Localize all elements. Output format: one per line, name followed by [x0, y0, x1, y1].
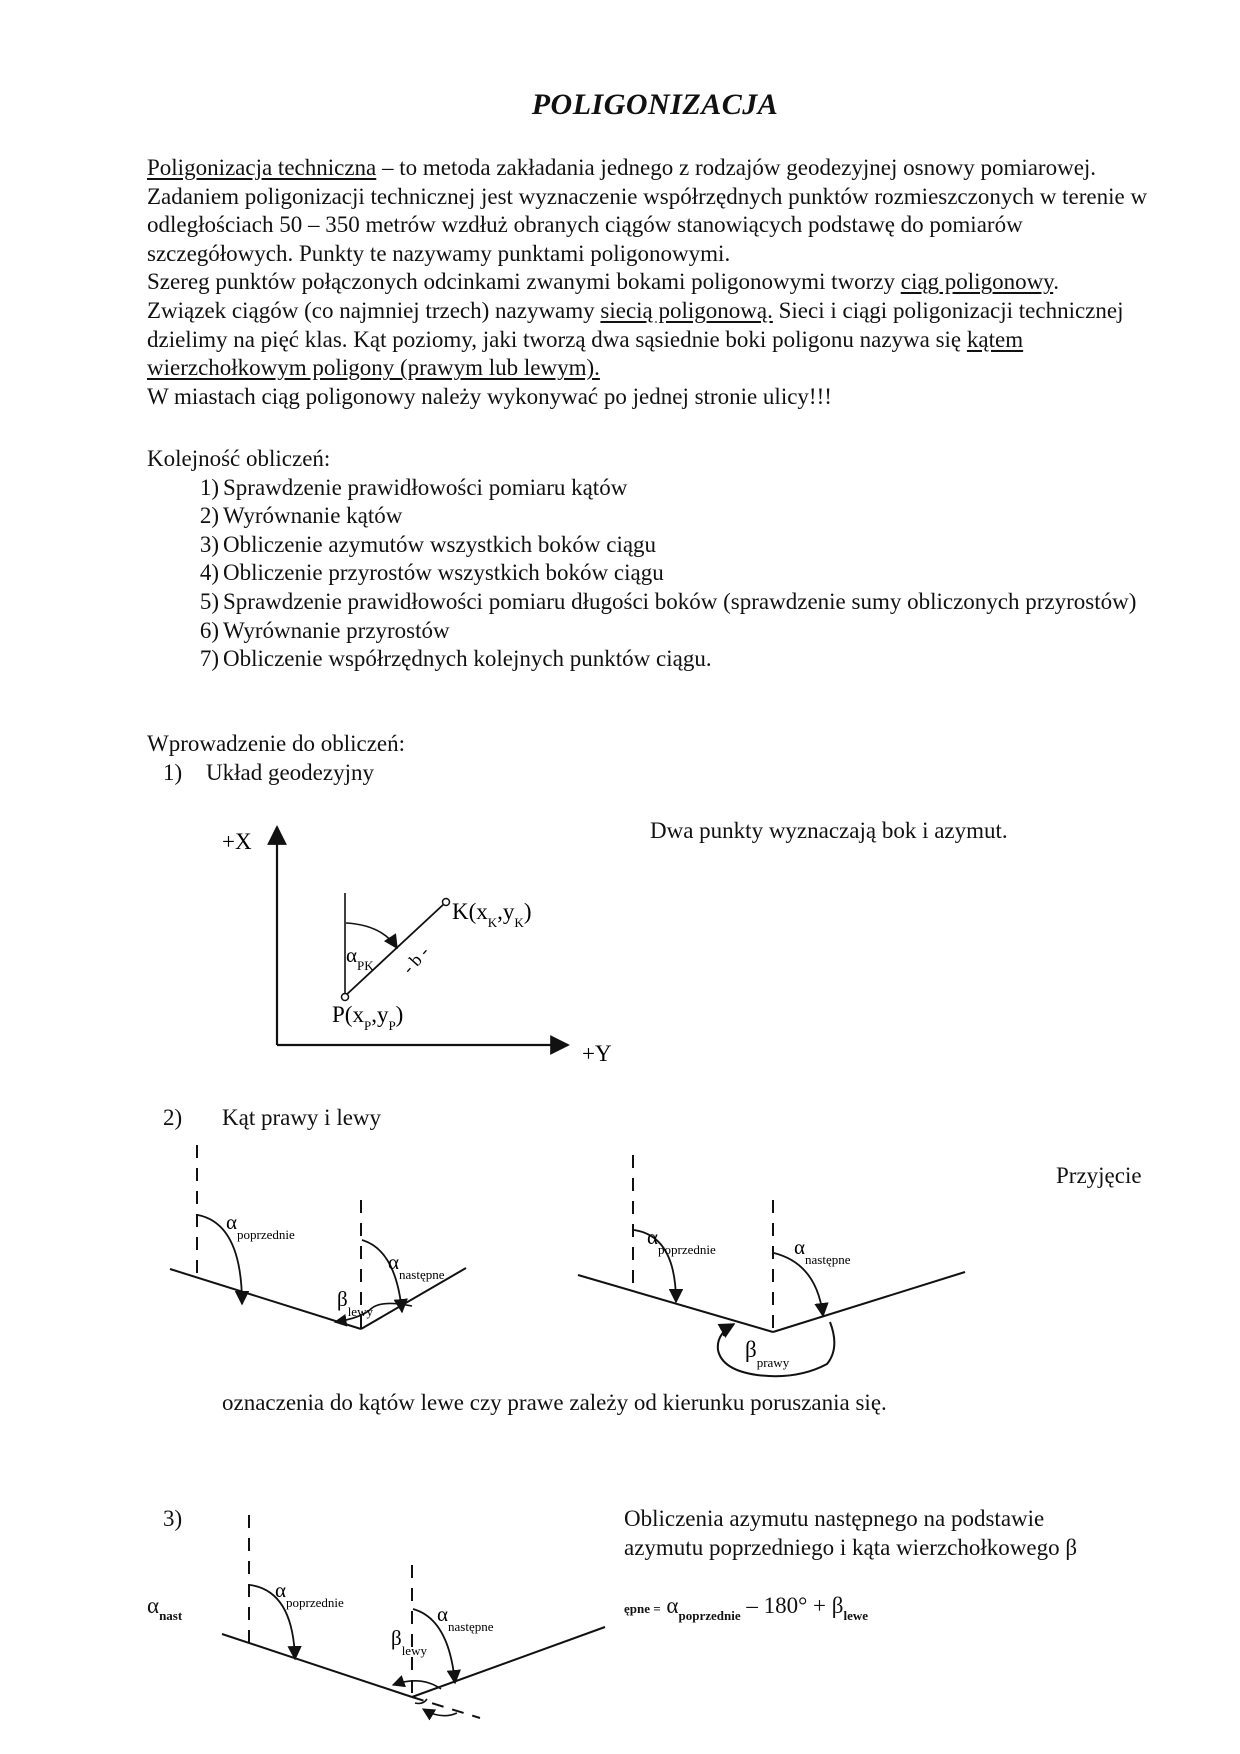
left-angle-diagram: [150, 1140, 470, 1340]
order-item-num: 1): [199, 474, 219, 500]
s1-note: Dwa punkty wyznaczają bok i azymut.: [650, 818, 1008, 843]
s1-num: 1): [163, 760, 183, 785]
s2-note2: oznaczenia do kątów lewe czy prawe zależy od kierunku poruszania się.: [222, 1390, 887, 1415]
page-title: POLIGONIZACJA: [531, 88, 779, 121]
order-item: [147, 474, 1187, 503]
extension-line: [412, 1697, 480, 1718]
point-p-label: $P(x_P,y_P)$: [332, 1002, 404, 1033]
side-pk: [345, 903, 445, 996]
order-item-num: 7): [199, 646, 219, 672]
order-item-text: Sprawdzenie prawidłowości pomiaru długości boków (sprawdzenie sumy obliczonych przyrostów): [223, 588, 1137, 614]
point-p-marker: [342, 994, 349, 1001]
geodetic-coordinate-diagram: [200, 815, 640, 1075]
side-next: [773, 1272, 965, 1332]
order-item-num: 6): [199, 617, 219, 643]
order-item-num: 2): [199, 503, 219, 529]
order-item-text: Obliczenie współrzędnych kolejnych punktów ciągu.: [223, 646, 712, 672]
alpha-nast-symbol: $\alpha_{nast}$: [147, 1593, 183, 1623]
y-axis-label: +Y: [582, 1041, 612, 1066]
order-item-text: Obliczenie przyrostów wszystkich boków ciągu: [223, 560, 664, 586]
alpha-pk: $\alpha_{PK}$: [346, 943, 374, 973]
arc-beta-right-tail: [724, 1326, 730, 1336]
alpha-next-label: $\alpha_{następne}$: [388, 1250, 445, 1282]
order-item-num: 3): [199, 531, 219, 557]
order-list: [147, 474, 1187, 674]
order-item: [147, 645, 1187, 674]
intro-p2: Szereg punktów połączonych odcinkami zwanymi bokami poligonowymi tworzy ciąg poligonowy.: [147, 269, 1059, 295]
s2-num: 2): [163, 1105, 183, 1130]
term-kat: kątem wierzchołkowym poligony (prawym lub lewym).: [147, 326, 1024, 381]
alpha-next-label: $\alpha_{następne}$: [437, 1602, 494, 1634]
order-item-text: Wyrównanie przyrostów: [223, 617, 450, 643]
s3-num: 3): [163, 1506, 183, 1531]
s2-note1: Przyjęcie: [1056, 1163, 1142, 1188]
point-k-marker: [443, 899, 450, 906]
beta-left-label: $\beta_{lewy}$: [391, 1626, 427, 1658]
x-axis-label: +X: [222, 829, 252, 854]
intro-p1: Poligonizacja techniczna – to metoda zakładania jednego z rodzajów geodezyjnej osnowy pomiarowej. Zadaniem poligonizacji technicznej jest wyznaczenie współrzędnych punktów rozmieszczonych w terenie w odległościach 50 – 350 metrów wzdłuż obranych ciągów stanowiących podstawę do pomiarów szczegółowych. Punkty te nazywamy punktami poligonowymi.: [147, 155, 1148, 266]
beta-left-label: $\beta_{lewy}$: [337, 1287, 373, 1319]
azimuth-calc-diagram: [215, 1505, 615, 1730]
order-item: [147, 559, 1187, 588]
right-angle-diagram: [572, 1140, 972, 1380]
side-b-label: - b -: [398, 941, 434, 978]
s3-text2: azymutu poprzedniego i kąta wierzchołkowego β: [624, 1535, 1078, 1560]
intro-p3: Związek ciągów (co najmniej trzech) nazywamy siecią poligonową. Sieci i ciągi poligonizacji technicznej dzielimy na pięć klas. Kąt poziomy, jaki tworzą dwa sąsiednie boki poligonu nazywa się kątem wierzchołkowym poligony (prawym lub lewym).: [147, 297, 1124, 381]
order-item: [147, 531, 1187, 560]
beta-right-label: $\beta_{prawy}$: [745, 1337, 790, 1370]
order-item-num: 4): [199, 560, 219, 586]
alpha-prev-label: $\alpha_{poprzednie}$: [647, 1225, 716, 1257]
azimuth-formula: ępne = $\alpha_{poprzednie} - 180^\circ + \beta_{lewe}$: [624, 1593, 869, 1623]
arc-bottom: [423, 1709, 457, 1716]
term-poligonizacja: Poligonizacja techniczna: [147, 155, 377, 180]
intro2-heading: Wprowadzenie do obliczeń:: [147, 731, 405, 756]
s3-text1: Obliczenia azymutu następnego na podstawie: [624, 1506, 1045, 1531]
order-item-text: Wyrównanie kątów: [223, 503, 403, 529]
order-item-num: 5): [199, 588, 219, 614]
alpha-prev-label: $\alpha_{poprzednie}$: [226, 1210, 295, 1242]
term-siec: siecią poligonową.: [600, 297, 773, 323]
order-item-text: Obliczenie azymutów wszystkich boków ciągu: [223, 531, 657, 557]
order-item: [147, 588, 1187, 617]
order-heading: Kolejność obliczeń:: [147, 446, 331, 471]
alpha-prev-label: $\alpha_{poprzednie}$: [275, 1578, 344, 1610]
order-item: [147, 617, 1187, 646]
intro-p4: W miastach ciąg poligonowy należy wykonywać po jednej stronie ulicy!!!: [147, 383, 832, 409]
order-item-text: Sprawdzenie prawidłowości pomiaru kątów: [223, 474, 628, 500]
alpha-next-label: $\alpha_{następne}$: [794, 1235, 851, 1267]
s2-text: Kąt prawy i lewy: [222, 1105, 382, 1130]
arc-beta-left: [393, 1681, 441, 1689]
side-prev: [170, 1269, 361, 1329]
side-next: [412, 1627, 605, 1697]
point-k-label: $K(x_K,y_K)$: [452, 899, 532, 930]
order-section: [147, 445, 1187, 674]
order-item: [147, 502, 1187, 531]
s1-text: Układ geodezyjny: [206, 760, 374, 785]
term-ciag: ciąg poligonowy: [900, 269, 1054, 295]
side-prev: [222, 1634, 412, 1697]
intro-paragraph: [147, 154, 1167, 411]
